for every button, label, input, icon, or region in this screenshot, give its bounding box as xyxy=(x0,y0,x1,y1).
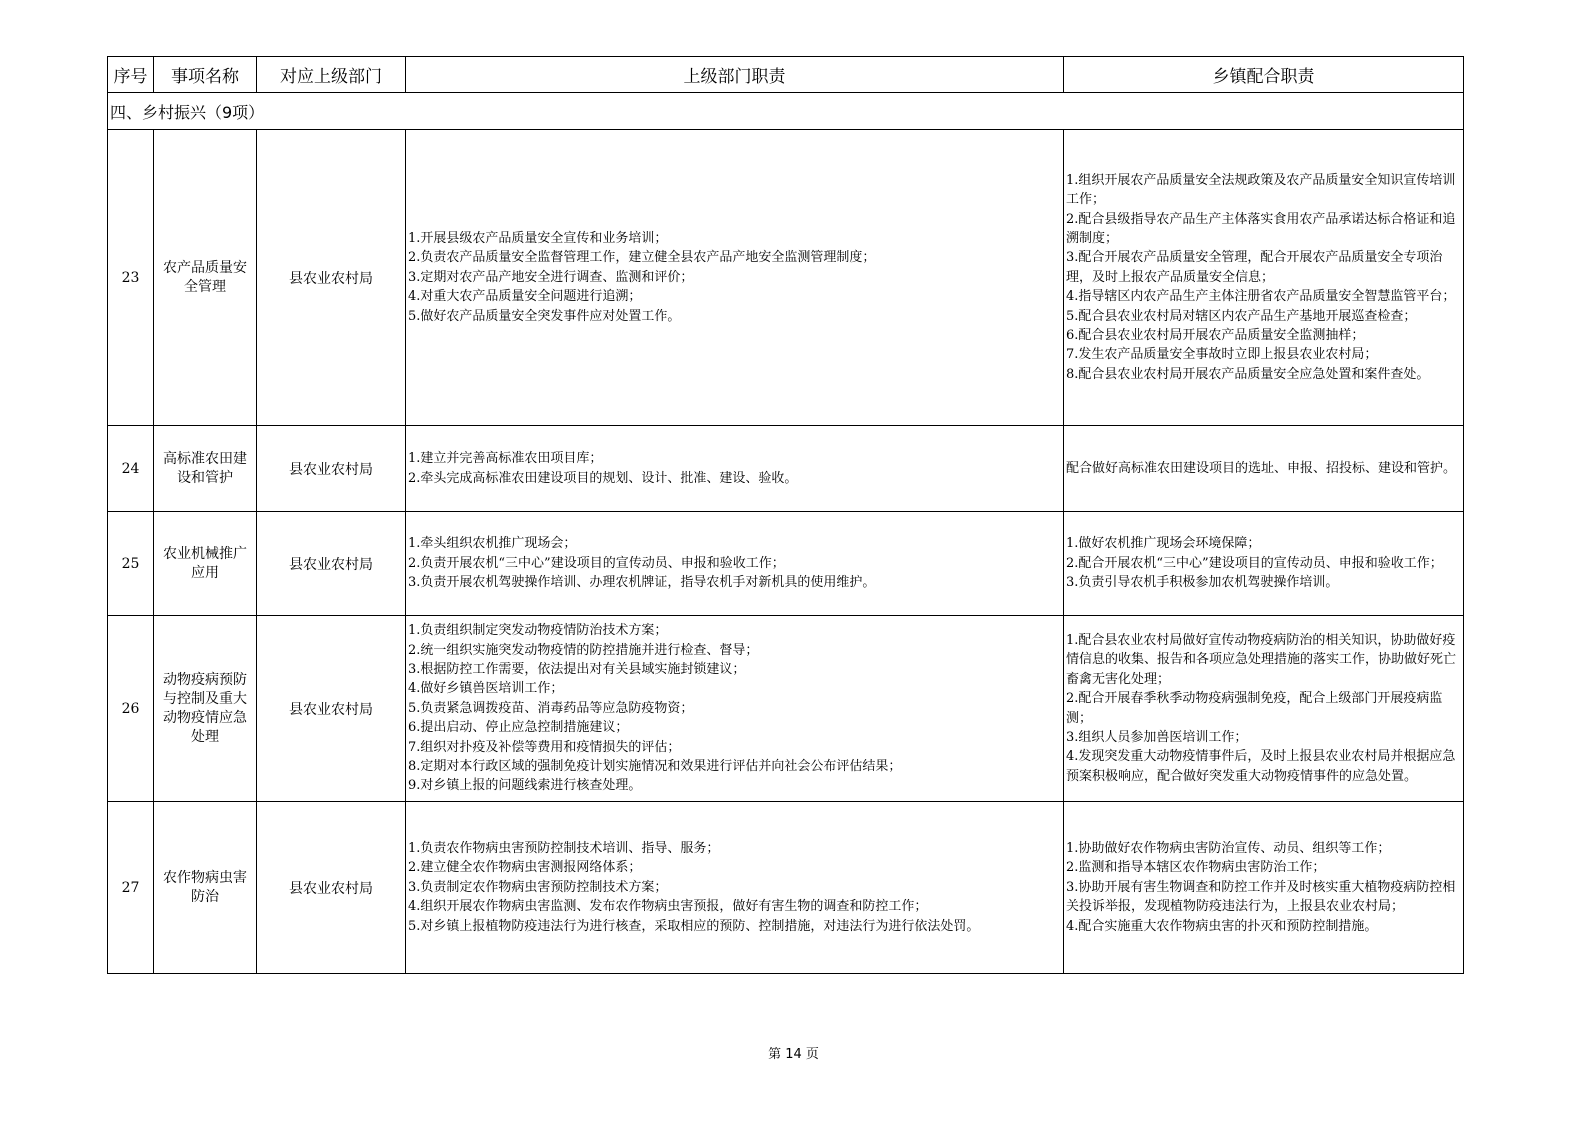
upper-duty-item: 9.对乡镇上报的问题线索进行核查处理。 xyxy=(408,778,642,794)
town-duty-item: 3.配合开展农产品质量安全管理，配合开展农产品质量安全专项治理，及时上报农产品质量安全信息； xyxy=(1066,250,1443,285)
upper-duty-item: 1.负责农作物病虫害预防控制技术培训、指导、服务； xyxy=(408,840,720,856)
upper-duty-item: 2.负责开展农机“三中心”建设项目的宣传动员、申报和验收工作； xyxy=(408,555,785,571)
upper-duty-item: 1.建立并完善高标准农田项目库； xyxy=(408,451,603,467)
item-name: 农产品质量安全管理 xyxy=(154,130,257,426)
item-name: 高标准农田建设和管护 xyxy=(154,426,257,512)
town-duty-item: 3.协助开展有害生物调查和防控工作并及时核实重大植物疫病防控相关投诉举报，发现植物防疫违法行为，上报县农业农村局； xyxy=(1066,879,1456,915)
upper-duty-item: 5.做好农产品质量安全突发事件应对处置工作。 xyxy=(408,308,681,324)
upper-duty-list xyxy=(406,802,1064,974)
upper-duty-item: 1.负责组织制定突发动物疫情防治技术方案； xyxy=(408,623,668,639)
town-duty-list xyxy=(1064,616,1464,802)
header-row xyxy=(108,57,1464,93)
town-duty-item: 6.配合县农业农村局开展农产品质量安全监测抽样； xyxy=(1066,328,1365,344)
town-duty-item: 4.发现突发重大动物疫情事件后，及时上报县农业农村局并根据应急预案积极响应，配合做好突发重大动物疫情事件的应急处置。 xyxy=(1066,749,1456,784)
upper-duty-item: 4.对重大农产品质量安全问题进行追溯； xyxy=(408,289,642,305)
item-name: 动物疫病预防与控制及重大动物疫情应急处理 xyxy=(154,616,257,802)
row-number: 23 xyxy=(108,130,154,426)
upper-duty-list xyxy=(406,616,1064,802)
upper-duty-item: 5.对乡镇上报植物防疫违法行为进行核查，采取相应的预防、控制措施，对违法行为进行依法处罚。 xyxy=(408,918,980,934)
town-duty-list xyxy=(1064,426,1464,512)
upper-duty-item: 6.提出启动、停止应急控制措施建议； xyxy=(408,720,629,736)
town-duty-item: 3.负责引导农机手积极参加农机驾驶操作培训。 xyxy=(1066,575,1339,591)
town-duty-item: 2.配合县级指导农产品生产主体落实食用农产品承诺达标合格证和追溯制度； xyxy=(1066,211,1456,246)
town-duty-list xyxy=(1064,130,1464,426)
upper-duty-item: 2.统一组织实施突发动物疫情的防控措施并进行检查、督导； xyxy=(408,642,759,658)
page-number: 第 14 页 xyxy=(768,1047,819,1062)
town-duty-item: 3.组织人员参加兽医培训工作； xyxy=(1066,729,1248,745)
upper-dept: 县农业农村局 xyxy=(257,512,406,616)
upper-duty-item: 1.开展县级农产品质量安全宣传和业务培训； xyxy=(408,230,668,246)
table-row xyxy=(108,426,1464,512)
header-item-name: 事项名称 xyxy=(154,57,257,93)
responsibility-table-sheet xyxy=(107,56,1463,974)
town-duty-list xyxy=(1064,512,1464,616)
town-duty-item: 4.指导辖区内农产品生产主体注册省农产品质量安全智慧监管平台； xyxy=(1066,289,1456,305)
upper-dept: 县农业农村局 xyxy=(257,130,406,426)
section-row xyxy=(108,93,1464,130)
upper-duty-list xyxy=(406,512,1064,616)
row-number: 26 xyxy=(108,616,154,802)
upper-dept: 县农业农村局 xyxy=(257,616,406,802)
town-duty-item: 1.配合县农业农村局做好宣传动物疫病防治的相关知识，协助做好疫情信息的收集、报告和各项应急处理措施的落实工作，协助做好死亡畜禽无害化处理； xyxy=(1066,632,1457,687)
upper-duty-list xyxy=(406,130,1064,426)
upper-duty-item: 8.定期对本行政区域的强制免疫计划实施情况和效果进行评估并向社会公布评估结果； xyxy=(408,759,902,775)
row-number: 25 xyxy=(108,512,154,616)
town-duty-item: 4.配合实施重大农作物病虫害的扑灭和预防控制措施。 xyxy=(1066,918,1378,934)
upper-duty-item: 3.根据防控工作需要，依法提出对有关县域实施封锁建议； xyxy=(408,661,746,677)
responsibility-table xyxy=(107,56,1464,974)
header-no: 序号 xyxy=(108,57,154,93)
header-upper-dept: 对应上级部门 xyxy=(257,57,406,93)
table-row xyxy=(108,802,1464,974)
town-duty-item: 7.发生农产品质量安全事故时立即上报县农业农村局； xyxy=(1066,347,1378,363)
town-duty-item: 8.配合县农业农村局开展农产品质量安全应急处置和案件查处。 xyxy=(1066,366,1430,382)
town-duty-item: 2.监测和指导本辖区农作物病虫害防治工作； xyxy=(1066,860,1326,876)
table-row xyxy=(108,616,1464,802)
section-title: 四、乡村振兴（9项） xyxy=(108,93,1464,130)
town-duty-item: 5.配合县农业农村局对辖区内农产品生产基地开展巡查检查； xyxy=(1066,308,1417,324)
table-row xyxy=(108,512,1464,616)
header-upper-duty: 上级部门职责 xyxy=(406,57,1064,93)
upper-duty-item: 3.定期对农产品产地安全进行调查、监测和评价； xyxy=(408,269,694,285)
upper-duty-item: 3.负责开展农机驾驶操作培训、办理农机牌证，指导农机手对新机具的使用维护。 xyxy=(408,575,876,591)
town-duty-item: 1.做好农机推广现场会环境保障； xyxy=(1066,536,1261,552)
upper-duty-item: 4.组织开展农作物病虫害监测、发布农作物病虫害预报，做好有害生物的调查和防控工作； xyxy=(408,899,928,915)
upper-duty-item: 3.负责制定农作物病虫害预防控制技术方案； xyxy=(408,879,668,895)
upper-duty-item: 7.组织对扑疫及补偿等费用和疫情损失的评估； xyxy=(408,739,681,755)
town-duty-item: 1.协助做好农作物病虫害防治宣传、动员、组织等工作； xyxy=(1066,840,1391,856)
upper-duty-item: 2.负责农产品质量安全监督管理工作，建立健全县农产品产地安全监测管理制度； xyxy=(408,250,876,266)
item-name: 农作物病虫害防治 xyxy=(154,802,257,974)
town-duty-item: 1.组织开展农产品质量安全法规政策及农产品质量安全知识宣传培训工作； xyxy=(1066,172,1456,208)
town-duty-item: 2.配合开展春季秋季动物疫病强制免疫，配合上级部门开展疫病监测； xyxy=(1066,691,1443,726)
upper-duty-item: 4.做好乡镇兽医培训工作； xyxy=(408,681,564,697)
upper-duty-item: 2.建立健全农作物病虫害测报网络体系； xyxy=(408,860,642,876)
upper-dept: 县农业农村局 xyxy=(257,426,406,512)
item-name: 农业机械推广应用 xyxy=(154,512,257,616)
town-duty-item: 配合做好高标准农田建设项目的选址、申报、招投标、建设和管护。 xyxy=(1066,460,1457,476)
upper-duty-list xyxy=(406,426,1064,512)
town-duty-list xyxy=(1064,802,1464,974)
table-row xyxy=(108,130,1464,426)
row-number: 27 xyxy=(108,802,154,974)
upper-duty-item: 2.牵头完成高标准农田建设项目的规划、设计、批准、建设、验收。 xyxy=(408,470,798,486)
header-town-duty: 乡镇配合职责 xyxy=(1064,57,1464,93)
upper-duty-item: 5.负责紧急调拨疫苗、消毒药品等应急防疫物资； xyxy=(408,700,694,716)
upper-dept: 县农业农村局 xyxy=(257,802,406,974)
row-number: 24 xyxy=(108,426,154,512)
upper-duty-item: 1.牵头组织农机推广现场会； xyxy=(408,536,577,552)
town-duty-item: 2.配合开展农机“三中心”建设项目的宣传动员、申报和验收工作； xyxy=(1066,555,1443,571)
